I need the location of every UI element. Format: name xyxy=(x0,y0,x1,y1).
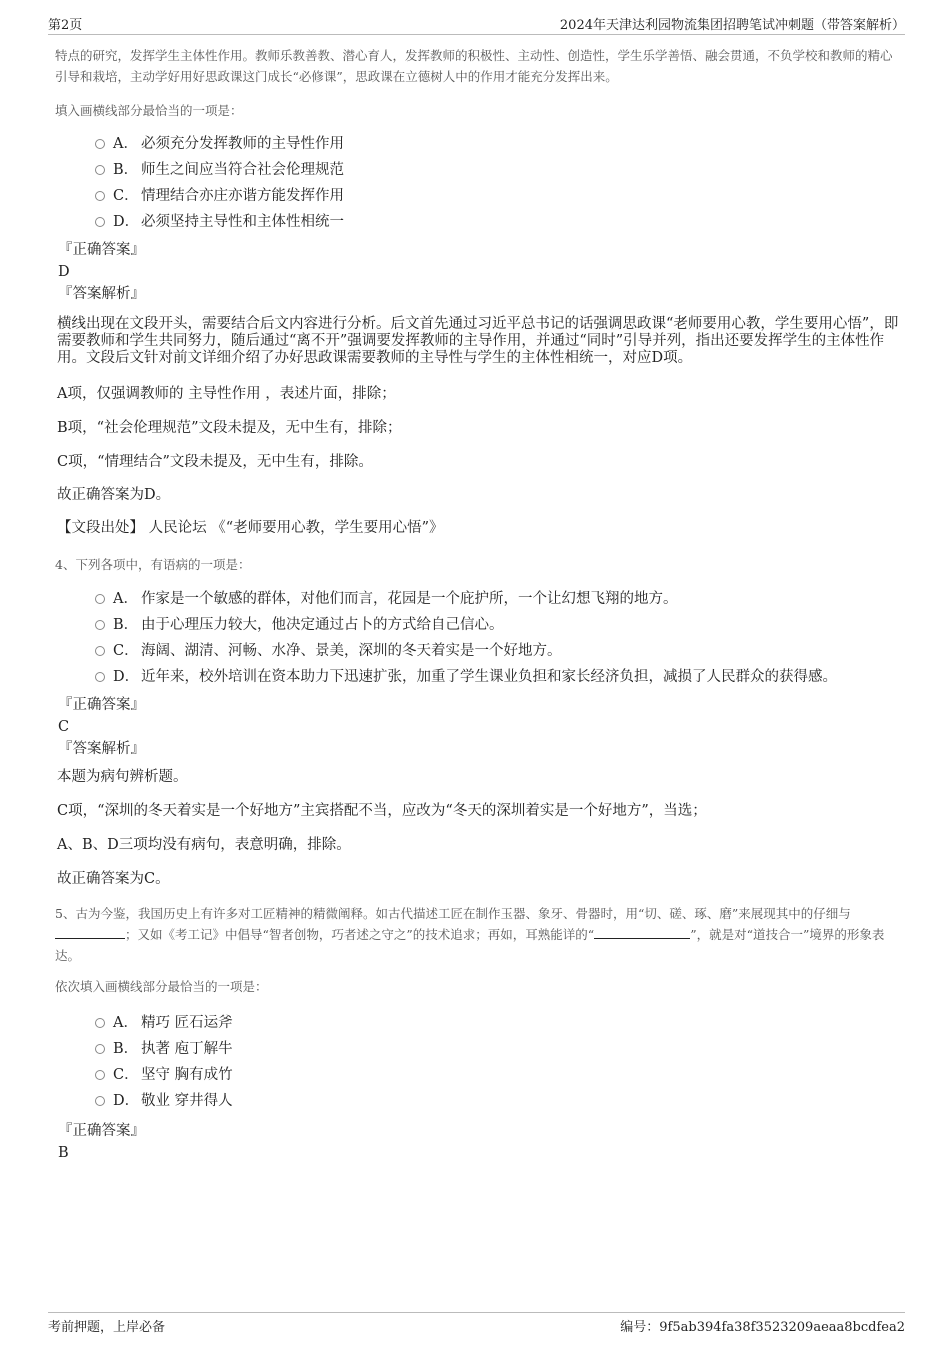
q5-option-d[interactable]: D． 敬业 穿井得人 xyxy=(95,1088,233,1114)
radio-icon[interactable] xyxy=(95,646,105,656)
analysis-label: 『答案解析』 xyxy=(58,741,145,757)
q4-answer-block xyxy=(58,694,145,760)
radio-icon[interactable] xyxy=(95,191,105,201)
answer-label: 『正确答案』 xyxy=(58,242,145,258)
radio-icon[interactable] xyxy=(95,620,105,630)
source-note: 【文段出处】 人民论坛 《“老师要用心教，学生要用心悟”》 xyxy=(57,520,444,536)
q4-option-c[interactable]: C． 海阔、湖清、河畅、水净、景美，深圳的冬天着实是一个好地方。 xyxy=(95,638,837,664)
radio-icon[interactable] xyxy=(95,1096,105,1106)
q3-answer-block xyxy=(58,239,145,305)
page-footer xyxy=(48,1312,905,1335)
answer-label: 『正确答案』 xyxy=(58,697,145,713)
q3-option-b[interactable]: B． 师生之间应当符合社会伦理规范 xyxy=(95,157,344,183)
radio-icon[interactable] xyxy=(95,1044,105,1054)
q3-analysis: 横线出现在文段开头，需要结合后文内容进行分析。后文首先通过习近平总书记的话强调思政课“老师要用心教，学生要用心悟”，即需要教师和学生共同努力，随后通过“离不开”强调要发挥教师的主导作用，并通过“同时”引导并列，指出还要发挥学生的主体性作用。文段后文针对前文详细介绍了办好思政课需要教师的主导性与学生的主体性相统一，对应D项。 xyxy=(57,316,899,366)
analysis-label: 『答案解析』 xyxy=(58,286,145,302)
answer-value: C xyxy=(58,719,70,735)
q3-stem-text: 特点的研究，发挥学生主体性作用。教师乐教善教、潜心育人，发挥教师的积极性、主动性、创造性，学生乐学善悟、融会贯通，不负学校和教师的精心引导和栽培，主动学好用好思政课这门成长“必修课”，思政课在立德树人中的作用才能充分发挥出来。 xyxy=(55,48,893,84)
answer-label: 『正确答案』 xyxy=(58,1123,145,1139)
q4-analysis: 本题为病句辨析题。 xyxy=(57,769,188,785)
q5-answer-block xyxy=(58,1120,145,1164)
footer-slogan: 考前押题，上岸必备 xyxy=(48,1320,166,1335)
q3-stem xyxy=(55,45,902,87)
q3-option-c[interactable]: C． 情理结合亦庄亦谐方能发挥作用 xyxy=(95,183,344,209)
page-header xyxy=(48,14,905,35)
footer-code: 编号：9f5ab394fa38f3523209aeaa8bcdfea2 xyxy=(620,1320,905,1335)
q5-option-a[interactable]: A． 精巧 匠石运斧 xyxy=(95,1010,233,1036)
blank-line xyxy=(594,926,690,939)
answer-value: D xyxy=(58,264,70,280)
q4-options xyxy=(95,586,837,690)
radio-icon[interactable] xyxy=(95,1018,105,1028)
radio-icon[interactable] xyxy=(95,672,105,682)
q4-option-a[interactable]: A． 作家是一个敏感的群体，对他们而言，花园是一个庇护所，一个让幻想飞翔的地方。 xyxy=(95,586,837,612)
q5-option-c[interactable]: C． 坚守 胸有成竹 xyxy=(95,1062,233,1088)
q5-prompt: 依次填入画横线部分最恰当的一项是： xyxy=(55,979,268,994)
q5-stem: 5、古为今鉴，我国历史上有许多对工匠精神的精微阐释。如古代描述工匠在制作玉器、象牙、骨器时，用“切、磋、琢、磨”来展现其中的仔细与；又如《考工记》中倡导“智者创物，巧者述之守之”的技术追求；再如，耳熟能详的“ ”，就是对“道技合一”境界的形象表达。 xyxy=(55,906,885,963)
q3-option-a[interactable]: A． 必须充分发挥教师的主导性作用 xyxy=(95,131,344,157)
page-number: 第2页 xyxy=(48,18,83,33)
radio-icon[interactable] xyxy=(95,139,105,149)
radio-icon[interactable] xyxy=(95,594,105,604)
q4-stem: 4、下列各项中，有语病的一项是： xyxy=(55,557,251,572)
q5-option-b[interactable]: B． 执著 庖丁解牛 xyxy=(95,1036,233,1062)
q5-options xyxy=(95,1010,233,1114)
radio-icon[interactable] xyxy=(95,1070,105,1080)
answer-value: B xyxy=(58,1145,69,1161)
q3-prompt: 填入画横线部分最恰当的一项是： xyxy=(55,103,243,118)
document-title: 2024年天津达利园物流集团招聘笔试冲刺题（带答案解析） xyxy=(559,18,905,33)
radio-icon[interactable] xyxy=(95,165,105,175)
blank-line xyxy=(55,926,125,939)
q4-option-b[interactable]: B． 由于心理压力较大，他决定通过占卜的方式给自己信心。 xyxy=(95,612,837,638)
q4-option-d[interactable]: D． 近年来，校外培训在资本助力下迅速扩张，加重了学生课业负担和家长经济负担，减损了人民群众的获得感。 xyxy=(95,664,837,690)
q3-option-d[interactable]: D． 必须坚持主导性和主体性相统一 xyxy=(95,209,344,235)
radio-icon[interactable] xyxy=(95,217,105,227)
q3-options xyxy=(95,131,344,235)
